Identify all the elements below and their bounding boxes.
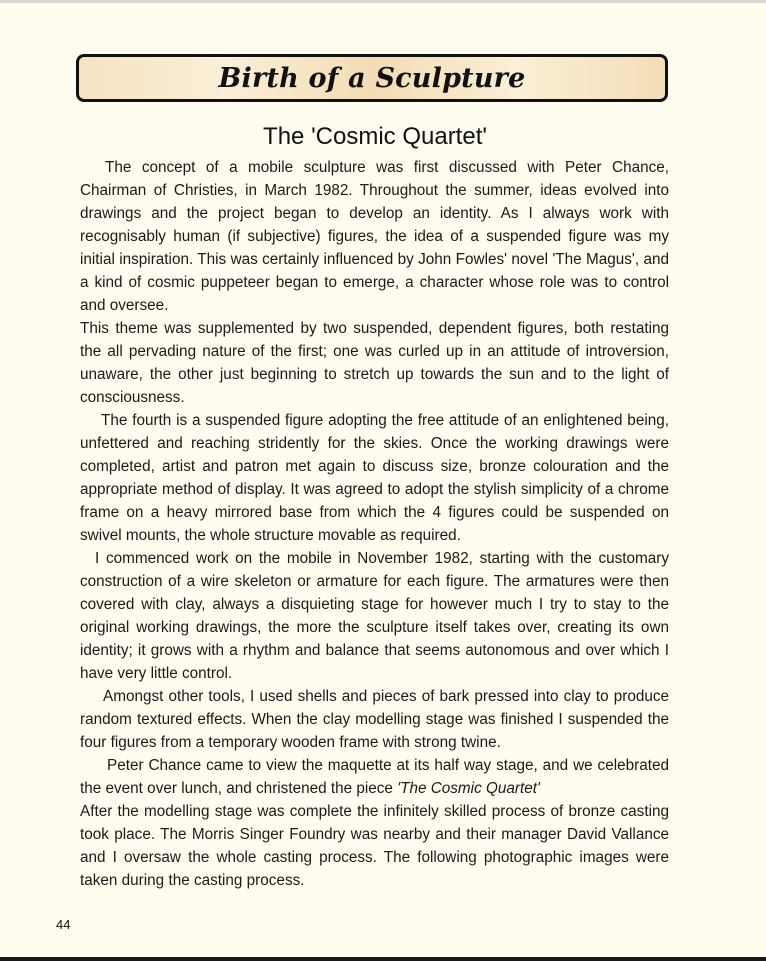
piece-name: 'The Cosmic Quartet'	[397, 780, 540, 797]
paragraph-fourth-figure: The fourth is a suspended figure adopting the free attitude of an enlightened being, unfettered and reaching stridently for the skies. Once the working drawings were completed, artist and patron met again to discuss size, bronze colouration and the appropriate method of display. It was agreed to adopt the stylish simplicity of a chrome frame on a heavy mirrored base from which the 4 figures could be suspended on swivel mounts, the whole structure movable as required.	[80, 412, 669, 544]
paragraph-maquette-text: Peter Chance came to view the maquette at its half way stage, and we celebrated the event over lunch, and christened the piece	[80, 757, 669, 797]
title-banner	[76, 54, 668, 102]
paragraph-concept: The concept of a mobile sculpture was first discussed with Peter Chance, Chairman of Christies, in March 1982. Throughout the summer, ideas evolved into drawings and the project began to develop an identity. As I always work with recognisably human (if subjective) figures, the idea of a suspended figure was my initial inspiration. This was certainly influenced by John Fowles' novel 'The Magus', and a kind of cosmic puppeteer began to emerge, a character whose role was to control and oversee.	[80, 159, 669, 314]
paragraph-commenced-work: I commenced work on the mobile in November 1982, starting with the customary construction of a wire skeleton or armature for each figure. The armatures were then covered with clay, always a disquieting stage for however much I try to stay to the original working drawings, the more the sculpture itself takes over, creating its own identity; it grows with a rhythm and balance that seems autonomous and over which I have very little control.	[80, 550, 669, 682]
paragraph-maquette	[80, 754, 669, 800]
article-subtitle: The 'Cosmic Quartet'	[263, 123, 487, 150]
bottom-border	[0, 957, 766, 961]
paragraph-theme: This theme was supplemented by two suspended, dependent figures, both restating the all pervading nature of the first; one was curled up in an attitude of introversion, unaware, the other just beginning to stretch up towards the sun and to the light of consciousness.	[80, 320, 669, 406]
page-title: Birth of a Sculpture	[218, 62, 526, 94]
top-border	[0, 0, 766, 3]
article-body	[80, 156, 669, 892]
page-number: 44	[56, 917, 71, 932]
paragraph-casting: After the modelling stage was complete the infinitely skilled process of bronze casting took place. The Morris Singer Foundry was nearby and their manager David Vallance and I oversaw the whole casting process. The following photographic images were taken during the casting process.	[80, 803, 669, 889]
paragraph-tools: Amongst other tools, I used shells and pieces of bark pressed into clay to produce random textured effects. When the clay modelling stage was finished I suspended the four figures from a temporary wooden frame with strong twine.	[80, 688, 669, 751]
